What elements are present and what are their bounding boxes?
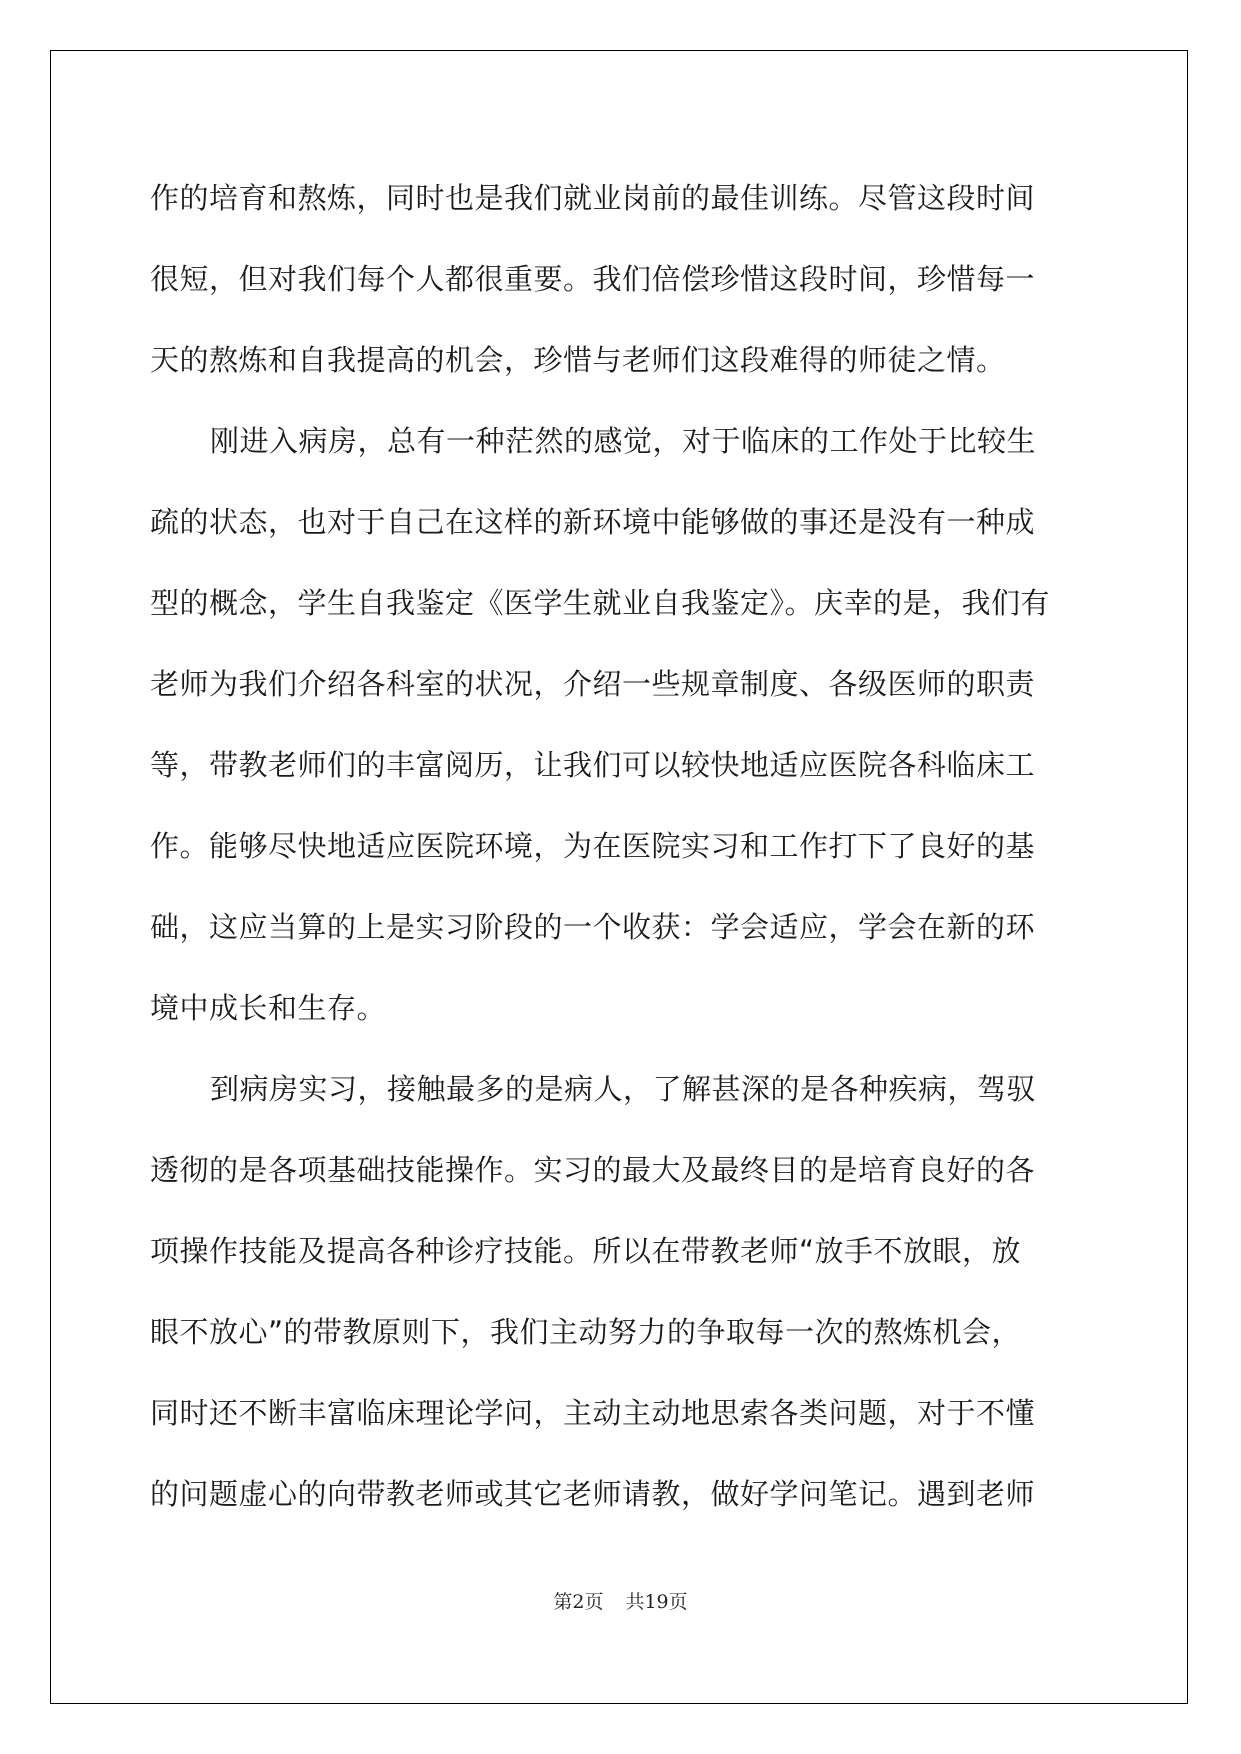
text-line: 项操作技能及提高各种诊疗技能。所以在带教老师“放手不放眼，放 [150,1234,1022,1268]
text-line: 作。能够尽快地适应医院环境，为在医院实习和工作打下了良好的基 [150,829,1036,863]
paragraph-start-line: 刚进入病房，总有一种茫然的感觉，对于临床的工作处于比较生 [210,424,1037,458]
text-line: 等，带教老师们的丰富阅历，让我们可以较快地适应医院各科临床工 [150,748,1036,782]
text-line: 的问题虚心的向带教老师或其它老师请教，做好学问笔记。遇到老师 [150,1477,1036,1511]
text-line: 老师为我们介绍各科室的状况，介绍一些规章制度、各级医师的职责 [150,667,1036,701]
text-line: 透彻的是各项基础技能操作。实习的最大及最终目的是培育良好的各 [150,1153,1036,1187]
text-line: 型的概念，学生自我鉴定《医学生就业自我鉴定》。庆幸的是，我们有 [150,586,1051,620]
text-line: 疏的状态，也对于自己在这样的新环境中能够做的事还是没有一种成 [150,505,1036,539]
page-footer [0,1587,1241,1614]
text-line: 同时还不断丰富临床理论学问，主动主动地思索各类问题，对于不懂 [150,1396,1036,1430]
text-line: 础，这应当算的上是实习阶段的一个收获：学会适应，学会在新的环 [150,910,1036,944]
text-line: 天的熬炼和自我提高的机会，珍惜与老师们这段难得的师徒之情。 [150,343,1006,377]
text-line: 很短，但对我们每个人都很重要。我们倍偿珍惜这段时间，珍惜每一 [150,262,1036,296]
page-number-total: 共19页 [625,1591,688,1613]
text-line: 眼不放心”的带教原则下，我们主动努力的争取每一次的熬炼机会， [150,1315,1022,1349]
text-line: 作的培育和熬炼，同时也是我们就业岗前的最佳训练。尽管这段时间 [150,181,1036,215]
paragraph-start-line: 到病房实习，接触最多的是病人，了解甚深的是各种疾病，驾驭 [210,1072,1037,1106]
page-number-current: 第2页 [553,1591,604,1613]
document-body [150,158,1094,1535]
text-line: 境中成长和生存。 [150,991,387,1025]
